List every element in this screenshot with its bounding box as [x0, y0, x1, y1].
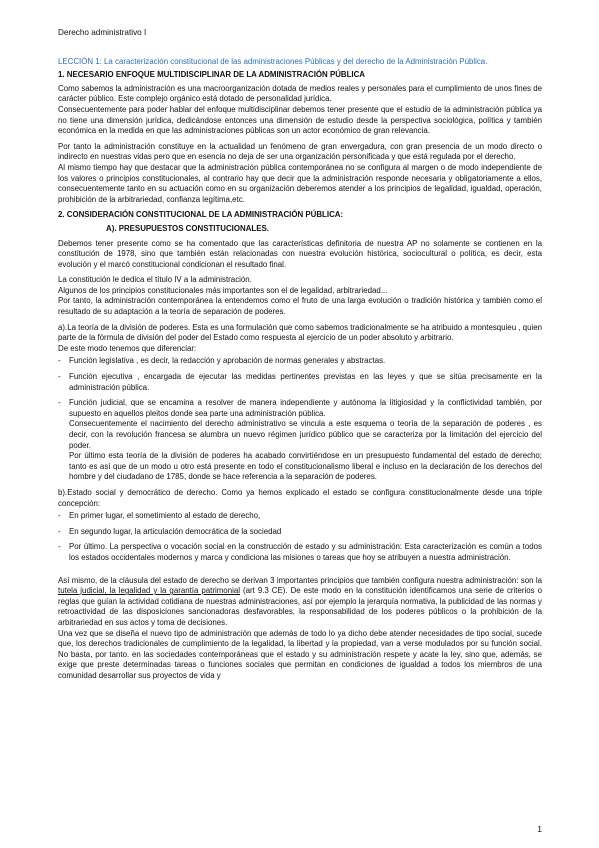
list-item-text: Función ejecutiva , encargada de ejecutar las medidas pertinentes previstas en las leyes y que se sitúa precisamente en la administración pública. — [69, 372, 542, 392]
list-item — [58, 527, 542, 538]
list-item — [58, 398, 542, 483]
paragraph: Por tanto, la administración contemporánea la entendemos como el fruto de una larga evolución o tradición histórica y también como el resultado de su adaptación a la teoría de separación de poderes. — [58, 296, 542, 317]
paragraph: Consecuentemente para poder hablar del enfoque multidisciplinar debemos tener presente que el estudio de la administración pública ya no tiene una dimensión jurídica, dedicándose entonces una dimensión de estudio desde la perspectiva sociológica, política y también económica en la medida en que las administraciones públicas son un actor económico de gran relevancia. — [58, 104, 542, 136]
paragraph: a).La teoría de la división de poderes. Esta es una formulación que como sabemos tradicionalmente se ha atribuido a montesquieu , quien parte de la fórmula de división del poder del Estado como respuesta al ejercicio de un poder absoluto y arbitrario. — [58, 322, 542, 343]
paragraph: De este modo tenemos que diferenciar: — [58, 343, 197, 353]
bullet-marker: - — [58, 398, 61, 408]
text-run: (art 9.3 CE). De este modo en la constitución identificamos una serie de criterios o reglas que guían la actividad cotidiana de nuestras administraciones, así por ejemplo la jerarquía normativa, la publicidad de las normas y retroactividad de las disposiciones sancionadoras desfavorables, la responsabilidad de los poderes públicos o la prohibición de la arbitrariedad en sus actos y toma de decisiones. — [58, 586, 542, 627]
list-item-text: Función legislativa , es decir, la redacción y aprobación de normas generales y abstractas. — [69, 356, 386, 366]
subsection-a-heading: A). PRESUPUESTOS CONSTITUCIONALES. — [106, 223, 269, 233]
document-header: Derecho administrativo I — [58, 28, 147, 37]
paragraph: Una vez que se diseña el nuevo tipo de administración que además de todo lo ya dicho debe atender necesidades de tipo social, sucede que, los derechos tradicionales de cumplimiento de la legalidad, la libertad y la propiedad, van a verse modulados por su función social. No basta, por tanto. en las sociedades contemporáneas que el estado y su administración respete y acate la ley, sino que, además, se exige que preste determinadas tareas o funciones sociales que permitan en condiciones de igualdad a todos los miembros de una comunidad desarrollar sus proyectos de vida y — [58, 628, 542, 680]
list-item — [58, 511, 542, 522]
section-2-heading: 2. CONSIDERACIÓN CONSTITUCIONAL DE LA ADMINISTRACIÓN PÚBLICA: — [58, 210, 344, 220]
paragraph: La constitución le dedica el título IV a la administración. — [58, 275, 252, 285]
text-run: Así mismo, de la cláusula del estado de derecho se derivan 3 importantes principios que también configura nuestra administración: son la — [58, 575, 542, 585]
list-item-text: Por último. La perspectiva o vocación social en la construcción de estado y su administración: Esta caracterización es común a todos los estados occidentales modernos y marca y condiciona las misiones o tareas que hoy se atribuyen a nuestra administración. — [69, 542, 542, 562]
paragraph: Por tanto la administración constituye en la actualidad un fenómeno de gran envergadura, con gran presencia de un modo directo o indirecto en nuestras vidas pero que en esencia no deja de ser una organización personificada y que está regulada por el derecho. — [58, 141, 542, 162]
triple-conception-list — [58, 511, 542, 563]
paragraph: Como sabemos la administración es una macroorganización dotada de medios reales y personales para el cumplimiento de unos fines de carácter público. Este complejo orgánico está dotado de personalidad jurídica. — [58, 83, 542, 104]
document-body — [58, 28, 542, 681]
list-item-text: En primer lugar, el sometimiento al estado de derecho, — [69, 511, 261, 521]
bullet-marker: - — [58, 372, 61, 382]
section-1-heading: 1. NECESARIO ENFOQUE MULTIDISCIPLINAR DE LA ADMINISTRACIÓN PÚBLICA — [58, 70, 366, 80]
list-item — [58, 542, 542, 563]
paragraph: Al mismo tiempo hay que destacar que la administración pública contemporánea no se configura al margen o de modo independiente de los valores o principios constitucionales, al contrario hay que decir que la administración responde necesaria y obligatoriamente a ellos, consecuentemente tanto en su actuación como en su organización deberemos atender a los principios de legalidad, igualdad, operación, prohibición de la arbitrariedad, confianza legítima,etc. — [58, 162, 542, 204]
list-item — [58, 356, 542, 367]
section-2-body — [58, 239, 542, 355]
bullet-marker: - — [58, 511, 61, 521]
list-item-text: Por último esta teoría de la división de poderes ha acabado convirtiéndose en un presupuesto fundamental del estado de derecho; tanto es así que de un modo u otro está presente en todo el constitucionalismo liberal e incluso en la declaración de los derechos del hombre y del ciudadano de 1785, donde se hace referencia a la separación de poderes. — [69, 451, 542, 482]
page-number: 1 — [537, 824, 542, 834]
list-item — [58, 372, 542, 393]
paragraph: Algunos de los principios constitucionales más importantes son el de legalidad, arbitrariedad... — [58, 285, 388, 295]
underlined-principles: tutela judicial, la legalidad y la garantía patrimonial — [58, 586, 240, 596]
bullet-marker: - — [58, 356, 61, 366]
paragraph: Debemos tener presente como se ha comentado que las características definitoria de nuestra AP no solamente se contienen en la constitución de 1978, sino que también están relacionadas con nuestra evolución histórica, sociocultural o política, es decir, esta evolución y el marcó constitucional condicionan el resultado final. — [58, 238, 542, 269]
list-item-text: En segundo lugar, la articulación democrática de la sociedad — [69, 526, 282, 536]
paragraph — [58, 576, 542, 629]
powers-list — [58, 356, 542, 483]
list-item-text: Consecuentemente el nacimiento del derecho administrativo se vincula a este esquema o teoría de la separación de poderes , es decir, con la revolución francesa se alumbra un nuevo régimen jurídico público que se caracteriza por la limitación del ejercicio del poder. — [69, 419, 542, 450]
section-1-body — [58, 84, 542, 206]
bullet-marker: - — [58, 526, 61, 536]
list-item-text: Función judicial, que se encamina a resolver de manera independiente y autónoma la litigiosidad y la conflictividad también, por supuesto en aquellos pleitos donde sea parte una administración pública. — [69, 398, 542, 418]
paragraph: b).Estado social y democrático de derecho. Como ya hemos explicado el estado se configura constitucionalmente desde una triple concepción: — [58, 487, 542, 508]
lesson-title: LECCIÓN 1: La caracterización constitucional de las administraciones Públicas y del derecho de la Administración Pública. — [58, 56, 488, 66]
bullet-marker: - — [58, 542, 61, 552]
